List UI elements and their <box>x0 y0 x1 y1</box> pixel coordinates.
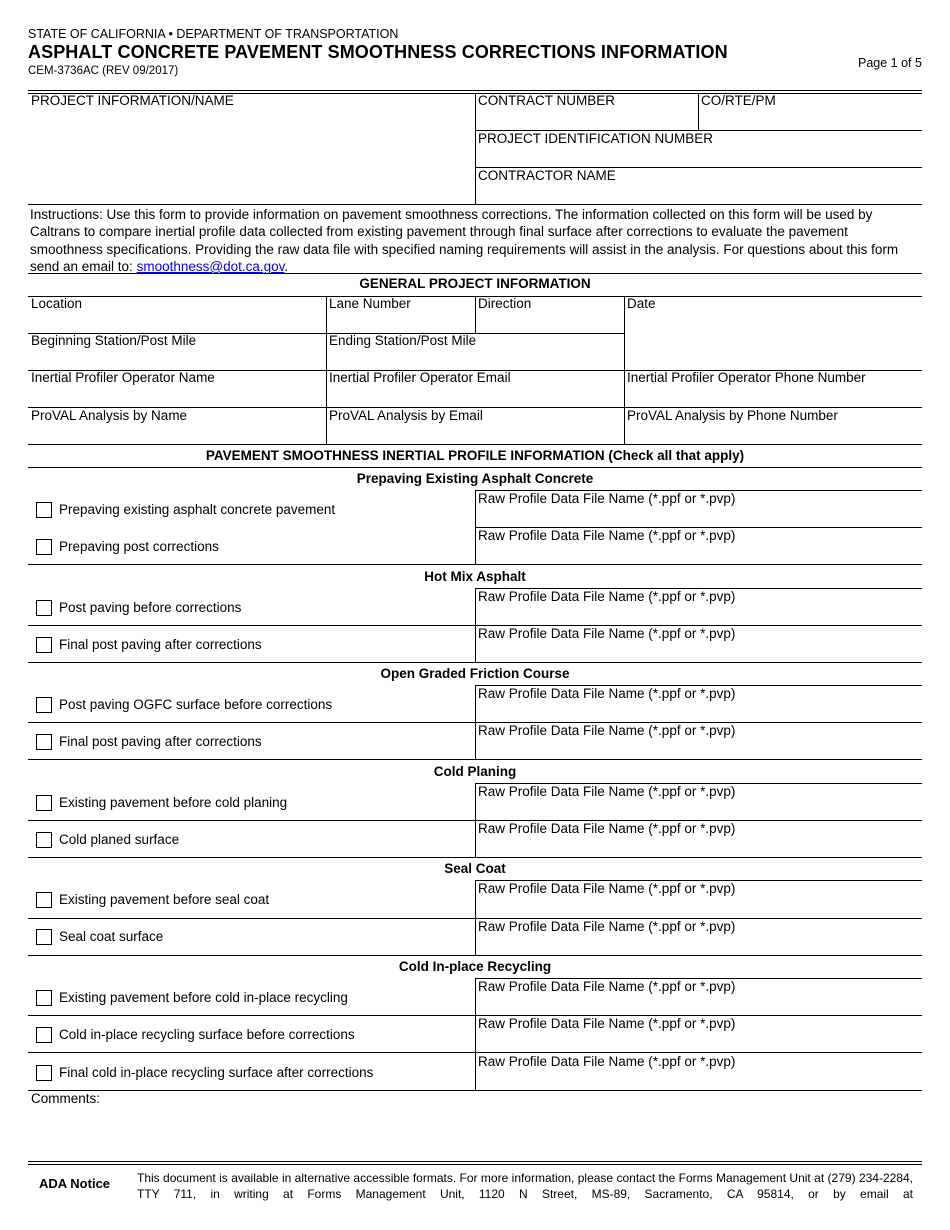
section-title: Cold In-place Recycling <box>398 959 552 974</box>
checkbox[interactable] <box>36 1027 52 1043</box>
co-rte-pm-field[interactable]: CO/RTE/PM <box>701 93 776 108</box>
comments-field[interactable]: Comments: <box>31 1091 101 1106</box>
rule <box>28 820 922 821</box>
instructions-text: Instructions: Use this form to provide information on pavement smoothness corrections. The information collected on this form will be used by Caltrans to compare inertial profile data collected from existing pavement through final surface after corrections to evaluate the pavement smoothness specifications. Providing the raw data file with specified naming requirements will assist in the analysis. For questions about this form send an email to: <box>30 207 899 274</box>
instructions-end: . <box>284 258 289 274</box>
file-name-field[interactable]: Raw Profile Data File Name (*.ppf or *.pvp) <box>478 821 736 836</box>
profile-heading: PAVEMENT SMOOTHNESS INERTIAL PROFILE INFORMATION (Check all that apply) <box>205 448 745 463</box>
rule <box>475 93 476 204</box>
instructions <box>30 206 915 275</box>
item-label: Cold in-place recycling surface before corrections <box>59 1027 355 1042</box>
item-label: Final post paving after corrections <box>59 734 262 749</box>
file-name-field[interactable]: Raw Profile Data File Name (*.ppf or *.pvp) <box>478 491 736 506</box>
rule <box>475 296 476 333</box>
rule <box>28 1164 922 1165</box>
checkbox[interactable] <box>36 795 52 811</box>
rule <box>28 1052 922 1053</box>
ada-notice-label: ADA Notice <box>39 1176 111 1191</box>
item-label: Post paving OGFC surface before corrections <box>59 697 333 712</box>
file-name-field[interactable]: Raw Profile Data File Name (*.ppf or *.pvp) <box>478 1054 736 1069</box>
section-title: Hot Mix Asphalt <box>424 569 526 584</box>
rule <box>28 857 922 858</box>
proval-phone-field[interactable]: ProVAL Analysis by Phone Number <box>627 408 838 423</box>
section-title: Cold Planing <box>433 764 517 779</box>
checkbox[interactable] <box>36 539 52 555</box>
checkbox[interactable] <box>36 734 52 750</box>
operator-name-field[interactable]: Inertial Profiler Operator Name <box>31 370 215 385</box>
rule <box>475 978 476 1090</box>
file-name-field[interactable]: Raw Profile Data File Name (*.ppf or *.pvp) <box>478 528 736 543</box>
agency-line: STATE OF CALIFORNIA • DEPARTMENT OF TRANSPORTATION <box>28 27 399 41</box>
rule <box>28 467 922 468</box>
item-label: Post paving before corrections <box>59 600 242 615</box>
proval-email-field[interactable]: ProVAL Analysis by Email <box>329 408 483 423</box>
general-heading: GENERAL PROJECT INFORMATION <box>359 276 591 291</box>
file-name-field[interactable]: Raw Profile Data File Name (*.ppf or *.pvp) <box>478 919 736 934</box>
rule <box>28 1161 922 1162</box>
file-name-field[interactable]: Raw Profile Data File Name (*.ppf or *.pvp) <box>478 979 736 994</box>
file-name-field[interactable]: Raw Profile Data File Name (*.ppf or *.pvp) <box>478 881 736 896</box>
section-title: Prepaving Existing Asphalt Concrete <box>356 471 594 486</box>
date-field[interactable]: Date <box>627 296 656 311</box>
rule <box>28 625 922 626</box>
item-label: Final post paving after corrections <box>59 637 262 652</box>
rule <box>698 93 699 130</box>
item-label: Seal coat surface <box>59 929 164 944</box>
contract-number-field[interactable]: CONTRACT NUMBER <box>478 93 616 108</box>
section-title: Seal Coat <box>444 861 506 876</box>
rule <box>28 955 922 956</box>
item-label: Cold planed surface <box>59 832 180 847</box>
page-indicator: Page 1 of 5 <box>858 56 922 70</box>
checkbox[interactable] <box>36 502 52 518</box>
email-link[interactable]: smoothness@dot.ca.gov <box>136 258 285 274</box>
rule <box>28 722 922 723</box>
rule <box>28 444 922 445</box>
rule <box>28 759 922 760</box>
proval-name-field[interactable]: ProVAL Analysis by Name <box>31 408 188 423</box>
rule <box>28 1090 922 1091</box>
form-title: ASPHALT CONCRETE PAVEMENT SMOOTHNESS CORRECTIONS INFORMATION <box>28 42 728 62</box>
file-name-field[interactable]: Raw Profile Data File Name (*.ppf or *.pvp) <box>478 1016 736 1031</box>
direction-field[interactable]: Direction <box>478 296 532 311</box>
checkbox[interactable] <box>36 832 52 848</box>
project-id-field[interactable]: PROJECT IDENTIFICATION NUMBER <box>478 131 714 146</box>
checkbox[interactable] <box>36 637 52 653</box>
checkbox[interactable] <box>36 990 52 1006</box>
contractor-name-field[interactable]: CONTRACTOR NAME <box>478 168 616 183</box>
rule <box>28 662 922 663</box>
end-station-field[interactable]: Ending Station/Post Mile <box>329 333 477 348</box>
rule <box>28 204 922 205</box>
rule <box>28 90 922 91</box>
file-name-field[interactable]: Raw Profile Data File Name (*.ppf or *.pvp) <box>478 589 736 604</box>
rule <box>28 918 922 919</box>
form-number: CEM-3736AC (REV 09/2017) <box>28 65 179 77</box>
checkbox[interactable] <box>36 929 52 945</box>
item-label: Final cold in-place recycling surface after corrections <box>59 1065 374 1080</box>
ada-line: This document is available in alternative accessible formats. For more information, please contact the Forms Management Unit at (279) 234-2284, <box>137 1171 913 1185</box>
project-name-field[interactable]: PROJECT INFORMATION/NAME <box>31 93 234 108</box>
rule <box>28 1015 922 1016</box>
checkbox[interactable] <box>36 1065 52 1081</box>
item-label: Prepaving post corrections <box>59 539 219 554</box>
file-name-field[interactable]: Raw Profile Data File Name (*.ppf or *.pvp) <box>478 723 736 738</box>
location-field[interactable]: Location <box>31 296 83 311</box>
begin-station-field[interactable]: Beginning Station/Post Mile <box>31 333 197 348</box>
file-name-field[interactable]: Raw Profile Data File Name (*.ppf or *.pvp) <box>478 626 736 641</box>
section-title: Open Graded Friction Course <box>380 666 570 681</box>
file-name-field[interactable]: Raw Profile Data File Name (*.ppf or *.pvp) <box>478 686 736 701</box>
rule <box>28 273 922 274</box>
item-label: Existing pavement before cold planing <box>59 795 288 810</box>
checkbox[interactable] <box>36 600 52 616</box>
lane-number-field[interactable]: Lane Number <box>329 296 411 311</box>
ada-notice-text <box>137 1171 913 1202</box>
operator-email-field[interactable]: Inertial Profiler Operator Email <box>329 370 511 385</box>
rule <box>28 564 922 565</box>
checkbox[interactable] <box>36 892 52 908</box>
item-label: Existing pavement before cold in-place recycling <box>59 990 348 1005</box>
item-label: Prepaving existing asphalt concrete pavement <box>59 502 336 517</box>
file-name-field[interactable]: Raw Profile Data File Name (*.ppf or *.pvp) <box>478 784 736 799</box>
operator-phone-field[interactable]: Inertial Profiler Operator Phone Number <box>627 370 866 385</box>
ada-line: TTY 711, in writing at Forms Management Unit, 1120 N Street, MS-89, Sacramento, CA 95814, or by email at <box>137 1186 913 1201</box>
item-label: Existing pavement before seal coat <box>59 892 270 907</box>
checkbox[interactable] <box>36 697 52 713</box>
